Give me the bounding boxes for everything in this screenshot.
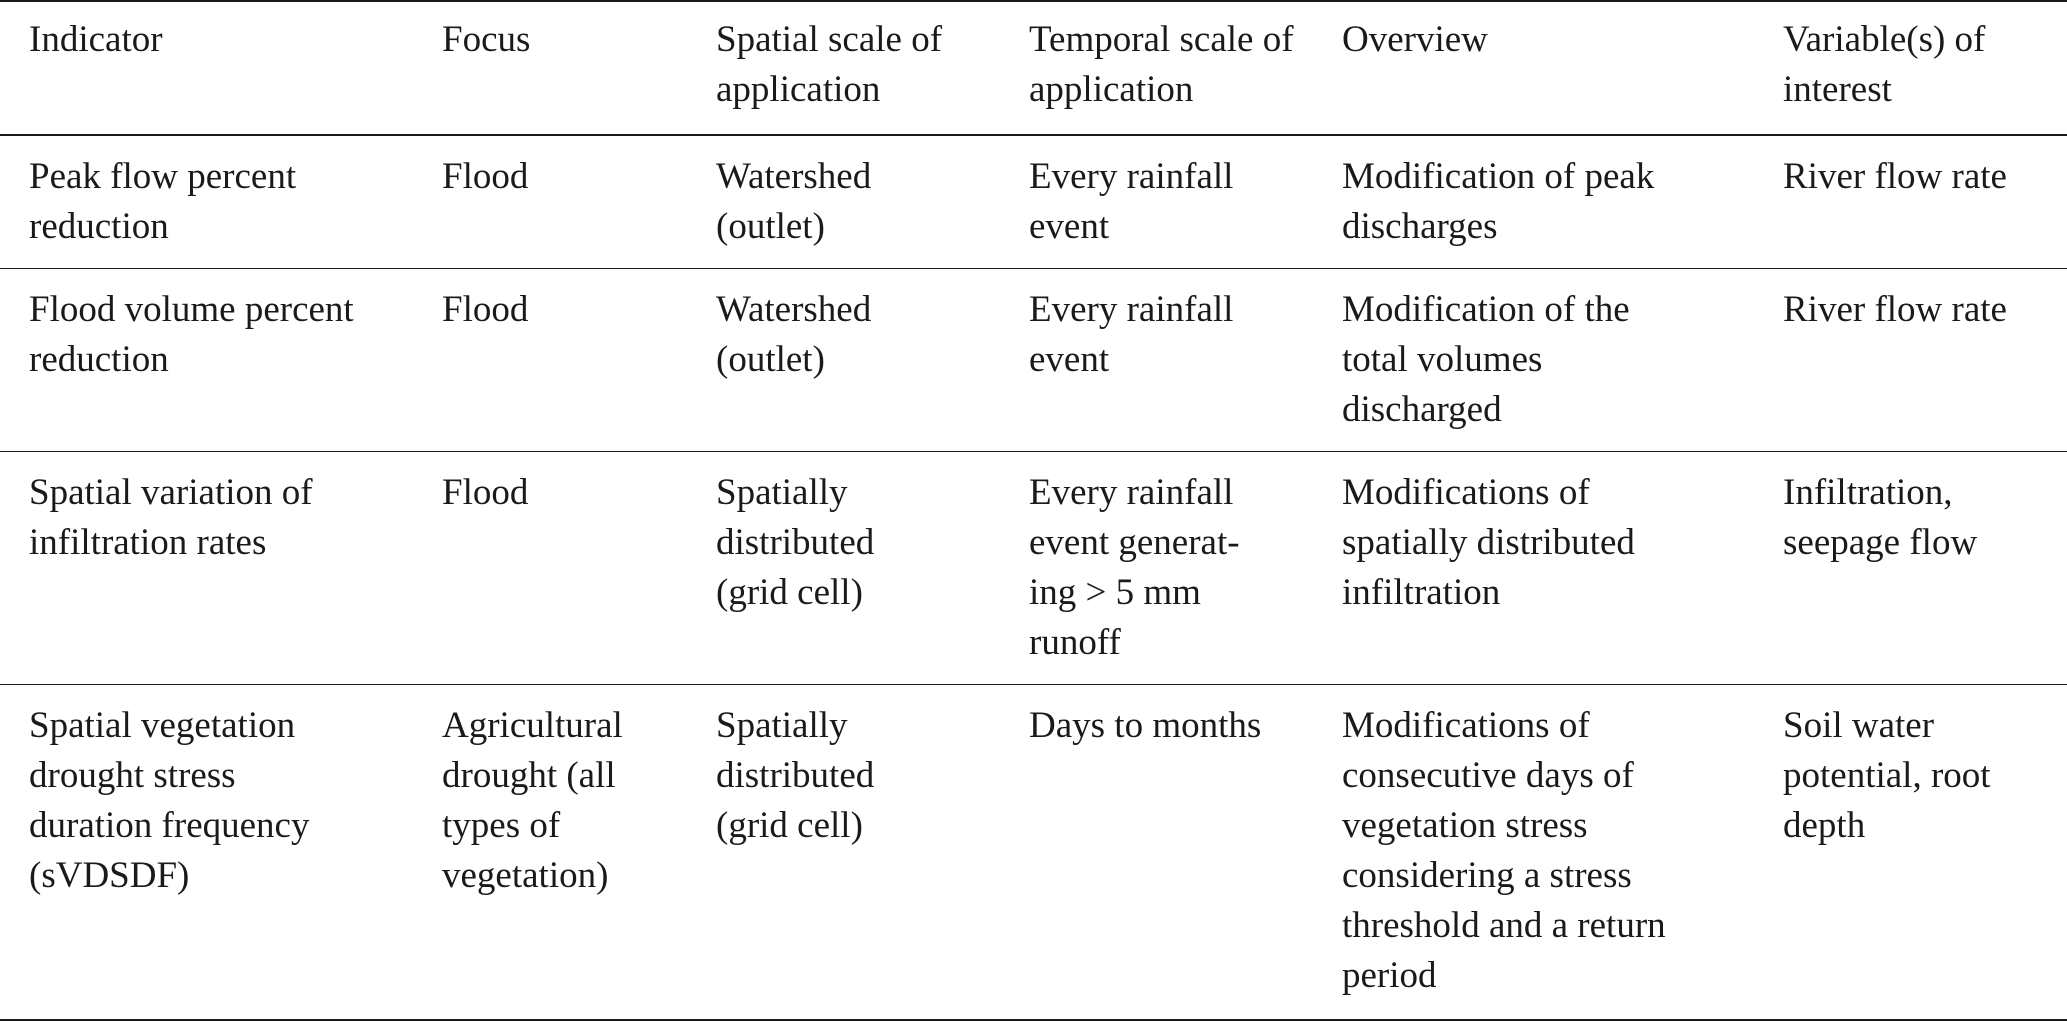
header-variables [1783,1,2067,135]
header-spatial-scale-text: Spatial scale of application [716,19,943,110]
header-indicator: Indicator [0,1,442,135]
cell-spatial [716,452,1029,685]
header-focus: Focus [442,1,716,135]
cell-spatial [716,685,1029,1021]
cell-indicator-text: Spatial vegetation drought stress duration frequency (sVDSDF) [29,705,310,896]
header-spatial-scale [716,1,1029,135]
header-temporal-scale-text: Temporal scale of application [1029,19,1294,110]
cell-temporal [1029,135,1342,269]
cell-spatial [716,269,1029,452]
cell-overview-text: Modification of peak discharges [1342,156,1655,247]
cell-variables: River flow rate [1783,135,2067,269]
cell-focus: Flood [442,269,716,452]
cell-variables-text: Soil water potential, root depth [1783,705,1991,846]
header-overview: Overview [1342,1,1783,135]
table-row [0,269,2067,452]
cell-focus [442,685,716,1021]
cell-overview [1342,135,1783,269]
cell-spatial [716,135,1029,269]
cell-temporal [1029,452,1342,685]
cell-spatial-text: Spatially distributed (grid cell) [716,472,875,613]
cell-variables: River flow rate [1783,269,2067,452]
cell-spatial-text: Watershed (outlet) [716,289,872,380]
header-row [0,1,2067,135]
cell-indicator [0,452,442,685]
cell-overview-text: Modification of the total volumes discharged [1342,289,1630,430]
table-row [0,135,2067,269]
cell-variables [1783,452,2067,685]
cell-indicator [0,269,442,452]
cell-spatial-text: Watershed (outlet) [716,156,872,247]
cell-focus: Flood [442,135,716,269]
table-header [0,1,2067,135]
cell-overview-text: Modifications of consecutive days of vegetation stress considering a stress threshold and a return period [1342,705,1666,996]
cell-indicator-text: Flood volume percent reduction [29,289,354,380]
cell-temporal [1029,269,1342,452]
cell-overview [1342,685,1783,1021]
header-temporal-scale [1029,1,1342,135]
cell-temporal-text: Every rainfall event [1029,289,1234,380]
header-variables-text: Variable(s) of interest [1783,19,1986,110]
cell-temporal-text: Every rainfall event [1029,156,1234,247]
cell-indicator-text: Spatial variation of infiltration rates [29,472,313,563]
cell-indicator [0,135,442,269]
table-body [0,135,2067,1020]
cell-focus: Flood [442,452,716,685]
cell-variables-text: Infiltration, seepage flow [1783,472,1978,563]
cell-temporal-text: Every rainfall event generat-ing > 5 mm runoff [1029,472,1240,663]
cell-indicator [0,685,442,1021]
cell-variables [1783,685,2067,1021]
cell-overview [1342,269,1783,452]
table-row [0,685,2067,1021]
cell-indicator-text: Peak flow percent reduction [29,156,297,247]
table-row [0,452,2067,685]
cell-temporal-text: Days to months [1029,705,1262,746]
cell-spatial-text: Spatially distributed (grid cell) [716,705,875,846]
cell-overview-text: Modifications of spatially distributed infiltration [1342,472,1635,613]
cell-temporal [1029,685,1342,1021]
cell-focus-text: Agricultural drought (all types of vegetation) [442,705,623,896]
cell-overview [1342,452,1783,685]
